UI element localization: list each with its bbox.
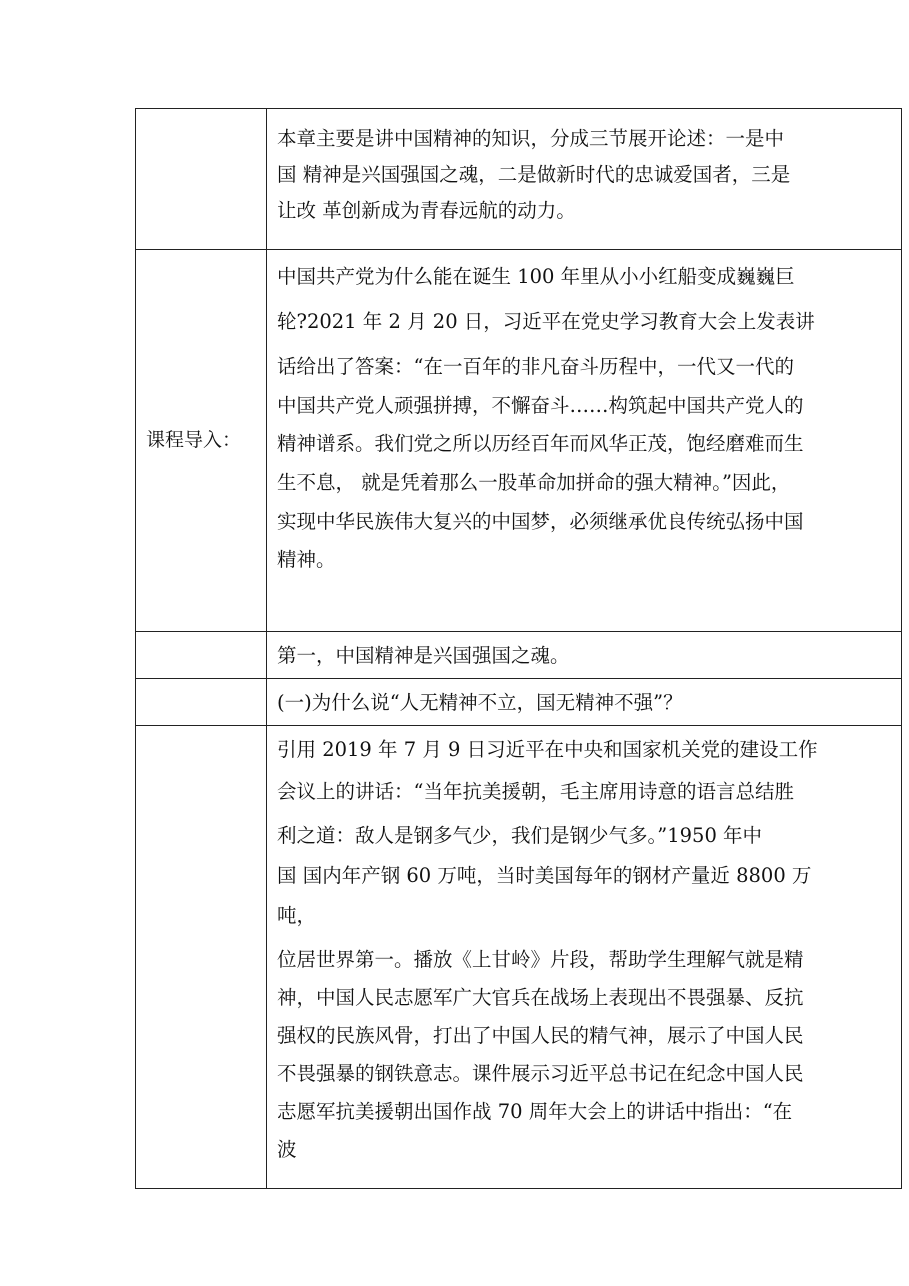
section-heading-cell (267, 632, 902, 679)
text-line: 实现中华民族伟大复兴的中国梦，必须继承优良传统弘扬中国 (277, 510, 804, 533)
text-line: 精神。 (277, 548, 336, 571)
text-line: 志愿军抗美援朝出国作战 70 周年大会上的讲话中指出：“在 (277, 1100, 793, 1123)
table-row (136, 632, 902, 679)
table-row (136, 109, 902, 250)
text-line: 国 国内年产钢 60 万吨，当时美国每年的钢材产量近 8800 万 (277, 864, 812, 887)
text-line: 话给出了答案：“在一百年的非凡奋斗历程中，一代又一代的 (277, 355, 794, 378)
row-label-cell (136, 679, 267, 726)
table-row (136, 726, 902, 1189)
text-line: 让改 革创新成为青春远航的动力。 (277, 199, 576, 222)
course-intro-label: 课程导入： (146, 429, 242, 451)
text-line: 不畏强暴的钢铁意志。课件展示习近平总书记在纪念中国人民 (277, 1062, 804, 1085)
table-row (136, 679, 902, 726)
text-line: 位居世界第一。播放《上甘岭》片段，帮助学生理解气就是精 (277, 948, 804, 971)
text-line: 吨， (277, 904, 317, 927)
text-line: 本章主要是讲中国精神的知识，分成三节展开论述：一是中 (277, 127, 785, 150)
row-label-cell (136, 250, 267, 632)
subsection-heading: (一)为什么说“人无精神不立，国无精神不强”？ (277, 691, 683, 714)
text-line: 利之道：敌人是钢多气少，我们是钢少气多。”1950 年中 (277, 824, 763, 847)
text-line: 中国共产党为什么能在诞生 100 年里从小小红船变成巍巍巨 (277, 265, 795, 288)
text-line: 强权的民族风骨，打出了中国人民的精气神，展示了中国人民 (277, 1024, 804, 1047)
table-row (136, 250, 902, 632)
text-line: 神，中国人民志愿军广大官兵在战场上表现出不畏强暴、反抗 (277, 986, 804, 1009)
row-label-cell (136, 632, 267, 679)
text-line: 引用 2019 年 7 月 9 日习近平在中央和国家机关党的建设工作 (277, 738, 818, 761)
text-line: 轮?2021 年 2 月 20 日，习近平在党史学习教育大会上发表讲 (277, 310, 815, 333)
text-line: 精神谱系。我们党之所以历经百年而风华正茂，饱经磨难而生 (277, 432, 804, 455)
text-line: 生不息， 就是凭着那么一股革命加拼命的强大精神。”因此， (277, 471, 791, 494)
row-label-cell (136, 109, 267, 250)
text-line: 国 精神是兴国强国之魂，二是做新时代的忠诚爱国者，三是 (277, 163, 791, 186)
chapter-summary-cell (267, 109, 902, 250)
text-line: 波 (277, 1138, 297, 1161)
row-label-cell (136, 726, 267, 1189)
text-line: 会议上的讲话：“当年抗美援朝，毛主席用诗意的语言总结胜 (277, 780, 794, 803)
subsection-heading-cell (267, 679, 902, 726)
text-line: 中国共产党人顽强拼搏，不懈奋斗……构筑起中国共产党人的 (277, 394, 804, 417)
section-heading: 第一，中国精神是兴国强国之魂。 (277, 644, 570, 667)
quote-content-cell (267, 726, 902, 1189)
lesson-plan-table (135, 108, 902, 1189)
course-intro-cell (267, 250, 902, 632)
